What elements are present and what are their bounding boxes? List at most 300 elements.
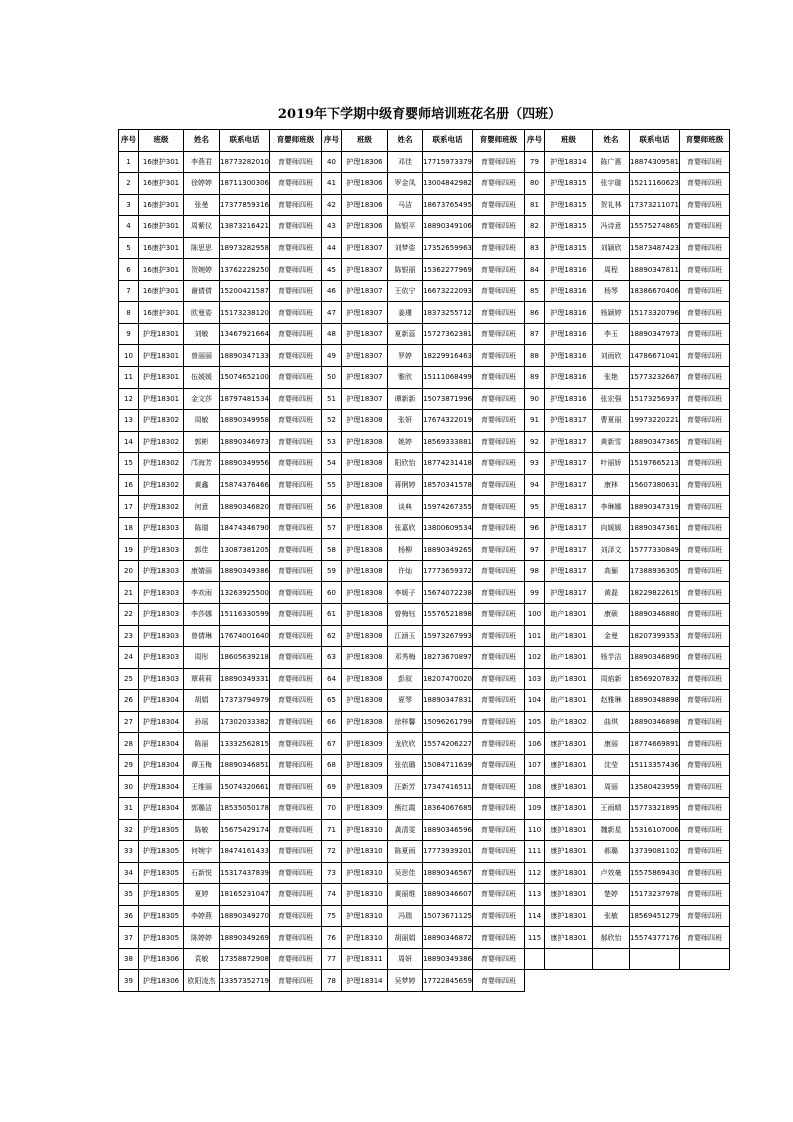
cell-index: 93 (525, 453, 545, 475)
cell-index: 91 (525, 410, 545, 432)
cell-class: 护理18301 (139, 323, 184, 345)
cell-index: 3 (119, 194, 139, 216)
cell-training-class: 育婴师四班 (680, 884, 730, 906)
cell-name: 何婉宇 (184, 841, 220, 863)
header-training-class: 育婴师班级 (680, 130, 730, 152)
cell-class: 护理18316 (545, 367, 593, 389)
cell-index: 85 (525, 280, 545, 302)
cell-training-class: 育婴师四班 (270, 797, 322, 819)
cell-phone: 17373794979 (220, 690, 270, 712)
cell-name: 李婷燕 (184, 905, 220, 927)
cell-name: 周焰新 (593, 668, 630, 690)
cell-name: 叶丽娇 (593, 453, 630, 475)
cell-name: 欧阳凌杰 (184, 970, 220, 992)
cell-phone: 18874309581 (630, 151, 680, 173)
cell-index: 58 (322, 539, 342, 561)
cell-phone: 18569207832 (630, 668, 680, 690)
cell-index: 41 (322, 173, 342, 195)
cell-training-class: 育婴师四班 (473, 173, 525, 195)
cell-training-class: 育婴师四班 (270, 604, 322, 626)
cell-index: 35 (119, 884, 139, 906)
table-row (119, 905, 730, 927)
table-row (119, 841, 730, 863)
cell-training-class: 育婴师四班 (473, 496, 525, 518)
cell-index: 36 (119, 905, 139, 927)
cell-training-class: 育婴师四班 (473, 539, 525, 561)
cell-index: 49 (322, 345, 342, 367)
cell-phone: 18890349331 (220, 668, 270, 690)
cell-class: 护理18309 (342, 797, 388, 819)
cell-phone: 13263925500 (220, 582, 270, 604)
table-row (119, 237, 730, 259)
cell-index: 50 (322, 367, 342, 389)
cell-name: 江涵玉 (388, 625, 423, 647)
cell-index: 70 (322, 797, 342, 819)
cell-phone: 18890346851 (220, 754, 270, 776)
cell-index: 81 (525, 194, 545, 216)
cell-index: 75 (322, 905, 342, 927)
cell-name: 曾梅钰 (388, 604, 423, 626)
cell-index: 86 (525, 302, 545, 324)
cell-name: 郝欣怡 (593, 927, 630, 949)
cell-phone: 18890347973 (630, 323, 680, 345)
cell-class: 护理18305 (139, 927, 184, 949)
cell-class: 护理18302 (139, 410, 184, 432)
cell-name: 胡丽娟 (388, 927, 423, 949)
cell-index: 102 (525, 647, 545, 669)
cell-class: 护理18301 (139, 388, 184, 410)
cell-name: 康丽 (593, 733, 630, 755)
cell-phone: 17773939201 (423, 841, 473, 863)
cell-name: 张艳 (593, 367, 630, 389)
cell-index: 32 (119, 819, 139, 841)
cell-name: 曾丽丽 (184, 345, 220, 367)
cell-class: 护理18307 (342, 388, 388, 410)
cell-training-class: 育婴师四班 (473, 345, 525, 367)
cell-phone: 17722845659 (423, 970, 473, 992)
cell-name: 邓秀梅 (388, 647, 423, 669)
cell-phone: 13332562815 (220, 733, 270, 755)
cell-phone: 18890349106 (423, 216, 473, 238)
cell-training-class: 育婴师四班 (680, 388, 730, 410)
cell-training-class: 育婴师四班 (680, 474, 730, 496)
cell-class: 康护18301 (545, 754, 593, 776)
cell-index: 106 (525, 733, 545, 755)
cell-index: 60 (322, 582, 342, 604)
cell-training-class: 育婴师四班 (680, 216, 730, 238)
cell-name: 郭璐洁 (184, 797, 220, 819)
cell-name: 陈夏雨 (388, 841, 423, 863)
cell-phone: 18890346880 (630, 604, 680, 626)
cell-training-class: 育婴师四班 (270, 259, 322, 281)
cell-phone: 15074320661 (220, 776, 270, 798)
header-name: 姓名 (593, 130, 630, 152)
cell-training-class: 育婴师四班 (473, 151, 525, 173)
cell-index: 19 (119, 539, 139, 561)
cell-name: 黄鑫 (184, 474, 220, 496)
cell-training-class: 育婴师四班 (473, 948, 525, 970)
cell-index: 113 (525, 884, 545, 906)
cell-index: 45 (322, 259, 342, 281)
cell-phone: 17373211071 (630, 194, 680, 216)
cell-phone: 15200421587 (220, 280, 270, 302)
cell-phone: 18797481534 (220, 388, 270, 410)
cell-phone: 13580423959 (630, 776, 680, 798)
cell-name: 阳欣怡 (388, 453, 423, 475)
cell-phone: 15574377176 (630, 927, 680, 949)
cell-phone: 18890349265 (423, 539, 473, 561)
cell-class: 护理18308 (342, 690, 388, 712)
cell-class: 护理18303 (139, 517, 184, 539)
cell-class: 护理18306 (342, 216, 388, 238)
cell-name: 沈莹 (593, 754, 630, 776)
cell-name: 陈广惠 (593, 151, 630, 173)
cell-index: 16 (119, 474, 139, 496)
cell-phone: 18273670897 (423, 647, 473, 669)
cell-index: 76 (322, 927, 342, 949)
table-row (119, 453, 730, 475)
cell-class: 护理18308 (342, 604, 388, 626)
cell-training-class: 育婴师四班 (473, 905, 525, 927)
header-class: 班级 (545, 130, 593, 152)
cell-name: 金文莎 (184, 388, 220, 410)
cell-index: 65 (322, 690, 342, 712)
cell-training-class: 育婴师四班 (270, 754, 322, 776)
cell-index: 15 (119, 453, 139, 475)
cell-name: 覃莉莉 (184, 668, 220, 690)
cell-phone: 15073871996 (423, 388, 473, 410)
cell-class: 护理18308 (342, 625, 388, 647)
cell-name: 曲琪 (593, 711, 630, 733)
cell-training-class: 育婴师四班 (473, 474, 525, 496)
cell-index: 111 (525, 841, 545, 863)
cell-training-class: 育婴师四班 (680, 151, 730, 173)
cell-phone: 15111068499 (423, 367, 473, 389)
cell-index: 79 (525, 151, 545, 173)
cell-class: 助产18301 (545, 604, 593, 626)
cell-class: 康护18301 (545, 819, 593, 841)
cell-class: 康护18301 (545, 862, 593, 884)
cell-index: 88 (525, 345, 545, 367)
cell-phone: 17347416511 (423, 776, 473, 798)
cell-name: 姚婷 (388, 431, 423, 453)
table-row (119, 582, 730, 604)
cell-phone: 15316107006 (630, 819, 680, 841)
cell-training-class: 育婴师四班 (473, 517, 525, 539)
cell-name: 魏新星 (593, 819, 630, 841)
cell-phone: 17358872908 (220, 948, 270, 970)
cell-class: 护理18308 (342, 711, 388, 733)
cell-class: 护理18308 (342, 560, 388, 582)
cell-training-class: 育婴师四班 (473, 625, 525, 647)
cell-class: 护理18307 (342, 302, 388, 324)
cell-training-class: 育婴师四班 (270, 237, 322, 259)
cell-index: 94 (525, 474, 545, 496)
cell-class: 护理18303 (139, 668, 184, 690)
cell-class: 助产18301 (545, 647, 593, 669)
cell-phone: 17715973379 (423, 151, 473, 173)
cell-class: 康护18301 (545, 927, 593, 949)
table-row (119, 970, 730, 992)
cell-index: 72 (322, 841, 342, 863)
cell-phone: 15773321895 (630, 797, 680, 819)
cell-name: 袁敏 (184, 948, 220, 970)
cell-phone: 17773659372 (423, 560, 473, 582)
cell-class: 护理18306 (342, 173, 388, 195)
cell-name: 陈丽 (184, 733, 220, 755)
cell-index: 20 (119, 560, 139, 582)
cell-index: 90 (525, 388, 545, 410)
cell-phone: 18605639218 (220, 647, 270, 669)
cell-index: 71 (322, 819, 342, 841)
table-row (119, 431, 730, 453)
cell-training-class: 育婴师四班 (270, 841, 322, 863)
cell-index: 74 (322, 884, 342, 906)
cell-phone (630, 970, 680, 992)
cell-training-class: 育婴师四班 (270, 582, 322, 604)
cell-phone: 15113357436 (630, 754, 680, 776)
cell-name: 徐婷婷 (184, 173, 220, 195)
cell-training-class: 育婴师四班 (473, 819, 525, 841)
cell-name: 周妍 (388, 948, 423, 970)
cell-phone: 17302033382 (220, 711, 270, 733)
table-row (119, 797, 730, 819)
cell-index: 105 (525, 711, 545, 733)
table-row (119, 259, 730, 281)
cell-phone: 15575274865 (630, 216, 680, 238)
cell-training-class: 育婴师四班 (270, 668, 322, 690)
cell-name: 许灿 (388, 560, 423, 582)
cell-name: 吴思佳 (388, 862, 423, 884)
cell-training-class: 育婴师四班 (680, 259, 730, 281)
cell-phone: 13467921664 (220, 323, 270, 345)
cell-training-class: 育婴师四班 (270, 517, 322, 539)
cell-index: 44 (322, 237, 342, 259)
cell-class: 护理18314 (545, 151, 593, 173)
cell-name: 何意 (184, 496, 220, 518)
cell-name: 王雨晴 (593, 797, 630, 819)
cell-training-class: 育婴师四班 (473, 431, 525, 453)
cell-class: 护理18314 (342, 970, 388, 992)
cell-training-class: 育婴师四班 (270, 690, 322, 712)
cell-class: 护理18305 (139, 884, 184, 906)
cell-training-class: 育婴师四班 (270, 431, 322, 453)
cell-index: 69 (322, 776, 342, 798)
cell-class: 护理18308 (342, 453, 388, 475)
cell-training-class: 育婴师四班 (680, 431, 730, 453)
cell-class: 护理18309 (342, 754, 388, 776)
cell-name: 陈瑞 (184, 517, 220, 539)
cell-name: 伍媛媛 (184, 367, 220, 389)
cell-phone: 18890347811 (630, 259, 680, 281)
cell-name: 陈婷婷 (184, 927, 220, 949)
cell-training-class: 育婴师四班 (473, 280, 525, 302)
cell-name: 孙瑶 (184, 711, 220, 733)
cell-class: 护理18308 (342, 668, 388, 690)
cell-phone: 15874376466 (220, 474, 270, 496)
cell-index: 55 (322, 474, 342, 496)
cell-index: 68 (322, 754, 342, 776)
cell-training-class: 育婴师四班 (473, 884, 525, 906)
cell-phone: 17388936305 (630, 560, 680, 582)
cell-training-class: 育婴师四班 (680, 905, 730, 927)
cell-name: 李燕君 (184, 151, 220, 173)
table-row (119, 711, 730, 733)
cell-class: 护理18305 (139, 862, 184, 884)
cell-name: 邝海芳 (184, 453, 220, 475)
cell-class: 护理18310 (342, 841, 388, 863)
cell-name: 夏新蕊 (388, 323, 423, 345)
cell-class: 护理18302 (139, 431, 184, 453)
cell-index: 4 (119, 216, 139, 238)
cell-phone (630, 948, 680, 970)
cell-phone: 18207399353 (630, 625, 680, 647)
cell-name: 刘梦姿 (388, 237, 423, 259)
cell-name: 赵雅琳 (593, 690, 630, 712)
cell-name: 李玉 (593, 323, 630, 345)
cell-phone: 18890347133 (220, 345, 270, 367)
cell-phone: 18890348898 (630, 690, 680, 712)
cell-phone: 14786671041 (630, 345, 680, 367)
cell-training-class: 育婴师四班 (270, 560, 322, 582)
cell-name: 张宏强 (593, 388, 630, 410)
cell-name: 张嘉欣 (388, 517, 423, 539)
cell-training-class: 育婴师四班 (680, 237, 730, 259)
cell-name: 金曼 (593, 625, 630, 647)
cell-name: 周彤 (184, 647, 220, 669)
cell-index: 18 (119, 517, 139, 539)
cell-index: 26 (119, 690, 139, 712)
cell-name: 李琳娜 (593, 496, 630, 518)
cell-phone: 15674072238 (423, 582, 473, 604)
cell-phone: 18229916463 (423, 345, 473, 367)
cell-class: 护理18317 (545, 453, 593, 475)
cell-name: 杨颖婷 (593, 302, 630, 324)
header-training-class: 育婴师班级 (473, 130, 525, 152)
table-row (119, 539, 730, 561)
cell-training-class: 育婴师四班 (473, 733, 525, 755)
cell-training-class: 育婴师四班 (680, 862, 730, 884)
cell-phone: 15317437839 (220, 862, 270, 884)
cell-class: 护理18307 (342, 323, 388, 345)
cell-class: 护理18307 (342, 259, 388, 281)
cell-index: 9 (119, 323, 139, 345)
cell-name: 高俪 (593, 560, 630, 582)
cell-training-class: 育婴师四班 (680, 797, 730, 819)
cell-phone: 18890347831 (423, 690, 473, 712)
cell-training-class: 育婴师四班 (473, 453, 525, 475)
cell-index: 95 (525, 496, 545, 518)
cell-class: 护理18317 (545, 517, 593, 539)
cell-phone: 15873487423 (630, 237, 680, 259)
cell-phone: 18890349269 (220, 927, 270, 949)
cell-phone: 18890349386 (423, 948, 473, 970)
header-class: 班级 (342, 130, 388, 152)
cell-class: 护理18302 (139, 453, 184, 475)
cell-phone: 13357352719 (220, 970, 270, 992)
cell-name: 曾倩琳 (184, 625, 220, 647)
cell-phone: 18207470020 (423, 668, 473, 690)
cell-index: 10 (119, 345, 139, 367)
cell-training-class: 育婴师四班 (680, 625, 730, 647)
cell-index: 43 (322, 216, 342, 238)
cell-training-class: 育婴师四班 (473, 216, 525, 238)
cell-phone: 15197665213 (630, 453, 680, 475)
header-name: 姓名 (184, 130, 220, 152)
cell-training-class: 育婴师四班 (473, 410, 525, 432)
cell-class: 护理18308 (342, 647, 388, 669)
cell-name: 黄新雪 (593, 431, 630, 453)
table-row (119, 668, 730, 690)
cell-index: 48 (322, 323, 342, 345)
cell-index: 53 (322, 431, 342, 453)
cell-index: 64 (322, 668, 342, 690)
cell-phone: 15675429174 (220, 819, 270, 841)
cell-training-class: 育婴师四班 (680, 841, 730, 863)
cell-training-class: 育婴师四班 (270, 173, 322, 195)
cell-training-class: 育婴师四班 (473, 560, 525, 582)
cell-class: 护理18304 (139, 690, 184, 712)
cell-phone: 15211160623 (630, 173, 680, 195)
cell-class: 护理18311 (342, 948, 388, 970)
cell-training-class: 育婴师四班 (270, 194, 322, 216)
cell-index: 39 (119, 970, 139, 992)
cell-training-class: 育婴师四班 (680, 560, 730, 582)
cell-index: 82 (525, 216, 545, 238)
cell-name: 陈思思 (184, 237, 220, 259)
cell-index: 115 (525, 927, 545, 949)
cell-name: 雅欣 (388, 367, 423, 389)
cell-name: 楚婷 (593, 884, 630, 906)
header-phone: 联系电话 (630, 130, 680, 152)
cell-class: 护理18304 (139, 776, 184, 798)
cell-index: 97 (525, 539, 545, 561)
cell-training-class: 育婴师四班 (473, 970, 525, 992)
cell-phone: 17674001640 (220, 625, 270, 647)
cell-index: 22 (119, 604, 139, 626)
cell-name: 谭玉梅 (184, 754, 220, 776)
cell-training-class: 育婴师四班 (473, 711, 525, 733)
cell-index: 109 (525, 797, 545, 819)
table-row (119, 410, 730, 432)
cell-name: 李莎娜 (184, 604, 220, 626)
cell-class: 护理18309 (342, 776, 388, 798)
cell-phone: 18165231047 (220, 884, 270, 906)
cell-index: 21 (119, 582, 139, 604)
cell-phone: 18890347319 (630, 496, 680, 518)
cell-name: 熊红霞 (388, 797, 423, 819)
cell-phone: 13873216421 (220, 216, 270, 238)
cell-index: 112 (525, 862, 545, 884)
cell-class: 护理18317 (545, 582, 593, 604)
table-row (119, 647, 730, 669)
cell-index: 47 (322, 302, 342, 324)
cell-phone: 18673765495 (423, 194, 473, 216)
cell-name: 彭叙 (388, 668, 423, 690)
cell-index: 63 (322, 647, 342, 669)
cell-training-class: 育婴师四班 (680, 280, 730, 302)
cell-training-class: 育婴师四班 (270, 776, 322, 798)
cell-index: 33 (119, 841, 139, 863)
table-row (119, 474, 730, 496)
cell-name: 夏婷 (184, 884, 220, 906)
cell-index: 29 (119, 754, 139, 776)
cell-phone: 13739081102 (630, 841, 680, 863)
cell-class: 护理18307 (342, 345, 388, 367)
cell-index: 84 (525, 259, 545, 281)
cell-name: 杨芋洁 (593, 647, 630, 669)
cell-phone: 13800609534 (423, 517, 473, 539)
